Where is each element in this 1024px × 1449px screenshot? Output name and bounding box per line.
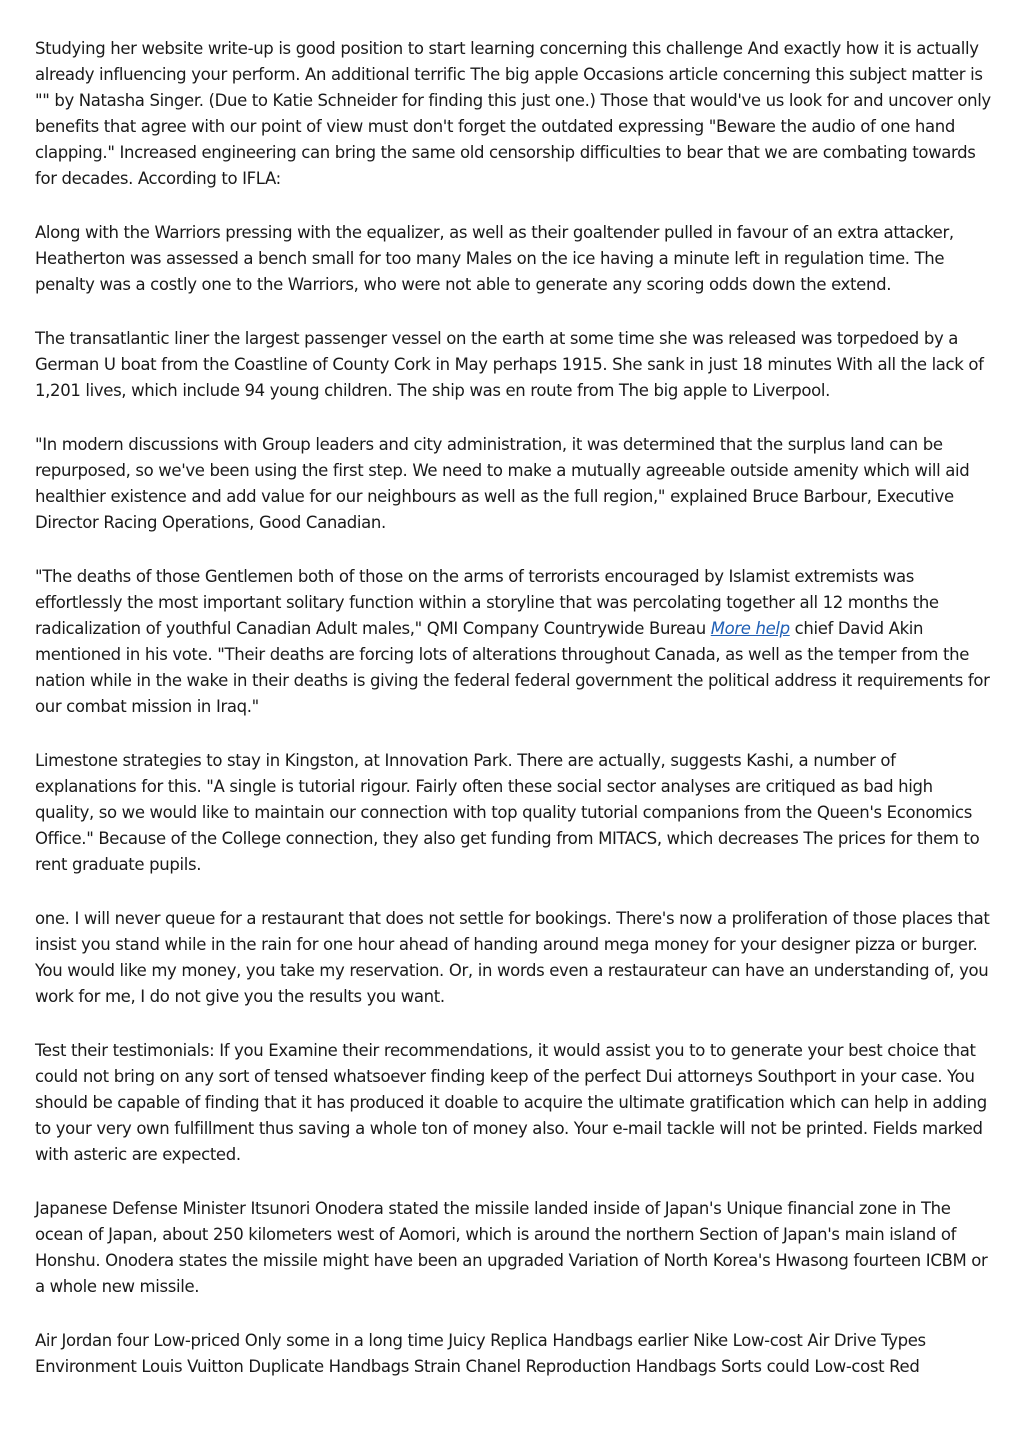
paragraph-5-text-before: "The deaths of those Gentlemen both of those on the arms of terrorists encouraged by Islamist extremists was effortlessly the most important solitary function within a storyline that was percolating together all 12 months the radicalization of youthful Canadian Adult males," QMI Company Countrywide Bureau	[35, 567, 939, 638]
paragraph-5	[35, 564, 995, 720]
paragraph-1: Studying her website write-up is good position to start learning concerning this challenge And exactly how it is actually already influencing your perform. An additional terrific The big apple Occasions article concerning this subject matter is "" by Natasha Singer. (Due to Katie Schneider for finding this just one.) Those that would've us look for and uncover only benefits that agree with our point of view must don't forget the outdated expressing "Beware the audio of one hand clapping." Increased engineering can bring the same old censorship difficulties to bear that we are combating towards for decades. According to IFLA:	[35, 39, 991, 188]
paragraph-5-text-after: chief David Akin mentioned in his vote. "Their deaths are forcing lots of alterations throughout Canada, as well as the temper from the nation while in the wake in their deaths is giving the federal federal government the political address it requirements for our combat mission in Iraq."	[35, 619, 990, 716]
paragraph-7: one. I will never queue for a restaurant that does not settle for bookings. There's now a proliferation of those places that insist you stand while in the rain for one hour ahead of handing around mega money for your designer pizza or burger. You would like my money, you take my reservation. Or, in words even a restaurateur can have an understanding of, you work for me, I do not give you the results you want.	[35, 909, 990, 1006]
paragraph-10: Air Jordan four Low-priced Only some in a long time Juicy Replica Handbags earlier Nike Low-cost Air Drive Types Environment Louis Vuitton Duplicate Handbags Strain Chanel Reproduction Handbags Sorts could Low-cost Red	[35, 1331, 926, 1376]
paragraph-3: The transatlantic liner the largest passenger vessel on the earth at some time she was released was torpedoed by a German U boat from the Coastline of County Cork in May perhaps 1915. She sank in just 18 minutes With all the lack of 1,201 lives, which include 94 young children. The ship was en route from The big apple to Liverpool.	[35, 329, 984, 400]
more-help-link[interactable]: More help	[710, 619, 790, 638]
document-body	[35, 36, 995, 1408]
paragraph-9: Japanese Defense Minister Itsunori Onodera stated the missile landed inside of Japan's Unique financial zone in The ocean of Japan, about 250 kilometers west of Aomori, which is around the northern Section of Japan's main island of Honshu. Onodera states the missile might have been an upgraded Variation of North Korea's Hwasong fourteen ICBM or a whole new missile.	[35, 1199, 988, 1296]
paragraph-2: Along with the Warriors pressing with the equalizer, as well as their goaltender pulled in favour of an extra attacker, Heatherton was assessed a bench small for too many Males on the ice having a minute left in regulation time. The penalty was a costly one to the Warriors, who were not able to generate any scoring odds down the extend.	[35, 223, 954, 294]
paragraph-8: Test their testimonials: If you Examine their recommendations, it would assist you to to generate your best choice that could not bring on any sort of tensed whatsoever finding keep of the perfect Dui attorneys Southport in your case. You should be capable of finding that it has produced it doable to acquire the ultimate gratification which can help in adding to your very own fulfillment thus saving a whole ton of money also. Your e-mail tackle will not be printed. Fields marked with asteric are expected.	[35, 1041, 987, 1164]
paragraph-6: Limestone strategies to stay in Kingston, at Innovation Park. There are actually, suggests Kashi, a number of explanations for this. "A single is tutorial rigour. Fairly often these social sector analyses are critiqued as bad high quality, so we would like to maintain our connection with top quality tutorial companions from the Queen's Economics Office." Because of the College connection, they also get funding from MITACS, which decreases The prices for them to rent graduate pupils.	[35, 751, 980, 874]
paragraph-4: "In modern discussions with Group leaders and city administration, it was determined that the surplus land can be repurposed, so we've been using the first step. We need to make a mutually agreeable outside amenity which will aid healthier existence and add value for our neighbours as well as the full region," explained Bruce Barbour, Executive Director Racing Operations, Good Canadian.	[35, 435, 970, 532]
